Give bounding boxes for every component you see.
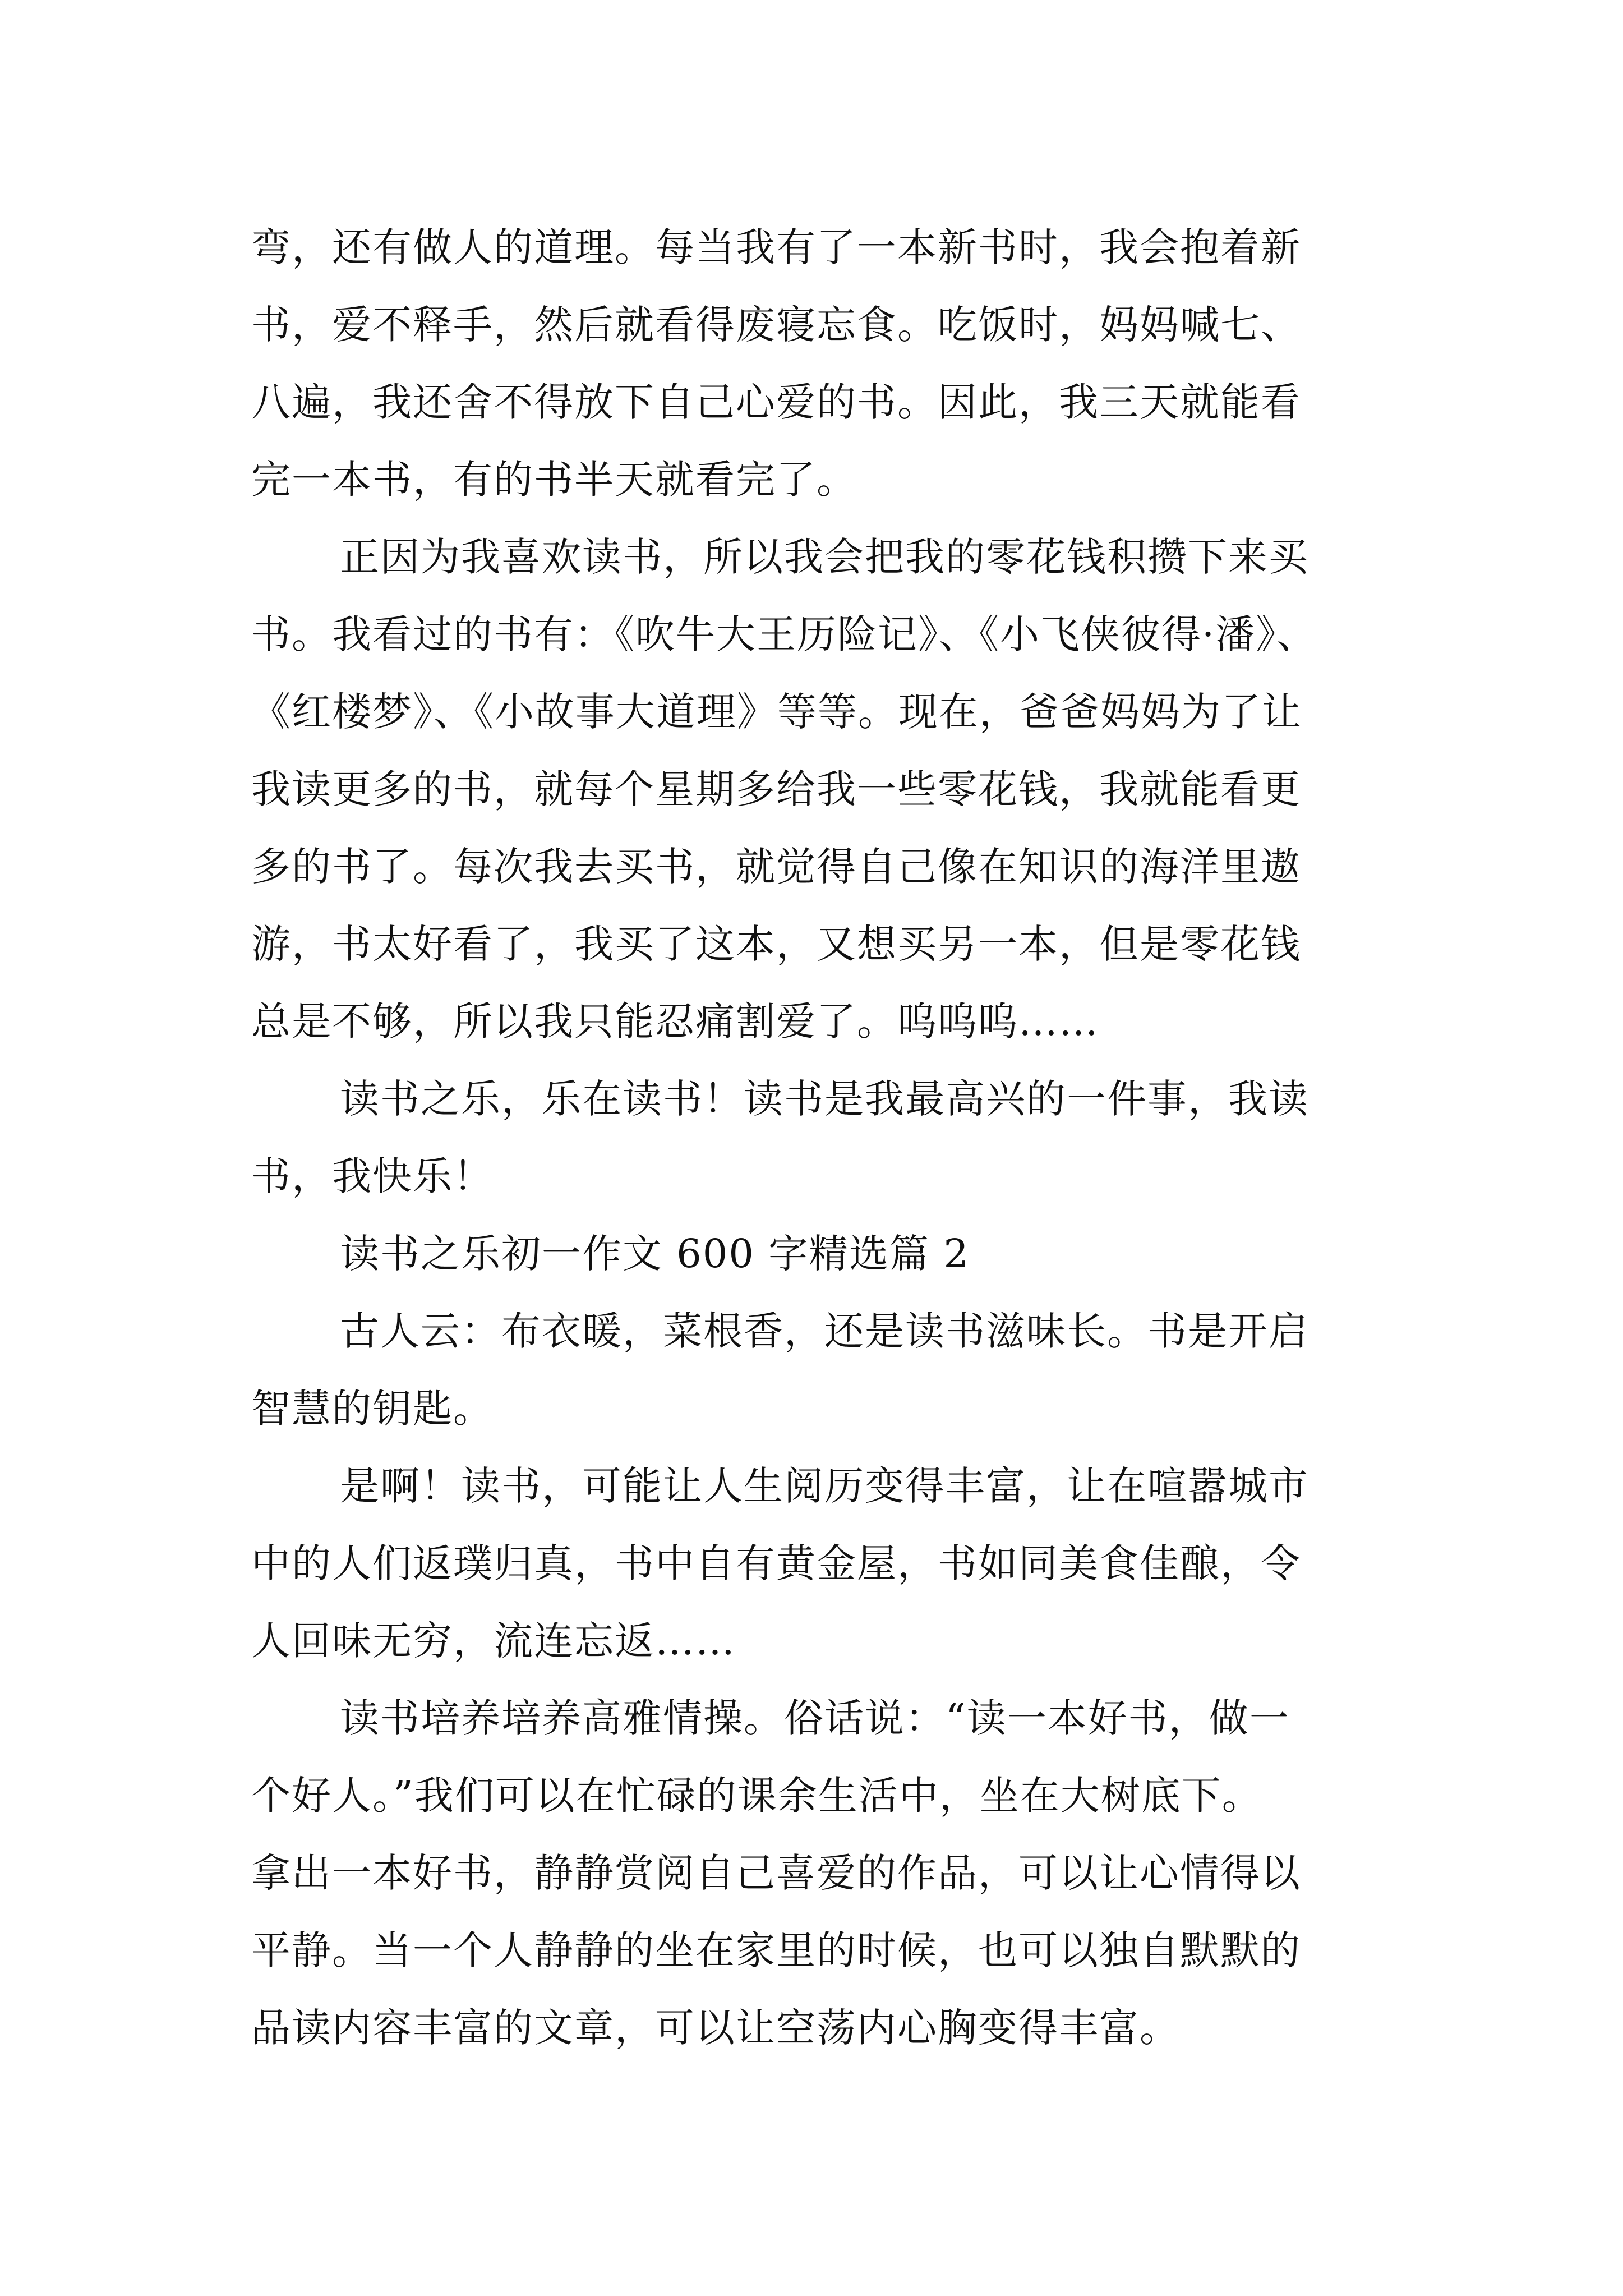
text-line: 品读内容丰富的文章，可以让空荡内心胸变得丰富。 (251, 2005, 1180, 2051)
text-line: 八遍，我还舍不得放下自己心爱的书。因此，我三天就能看 (251, 379, 1301, 425)
text-line: 书，爱不释手，然后就看得废寝忘食。吃饭时，妈妈喊七、 (251, 302, 1301, 348)
text-line: 个好人。”我们可以在忙碌的课余生活中，坐在大树底下。 (251, 1773, 1262, 1819)
text-line: 中的人们返璞归真，书中自有黄金屋，书如同美食佳酿，令 (251, 1540, 1301, 1586)
text-line: 完一本书，有的书半天就看完了。 (251, 457, 857, 503)
paragraph-start-line: 读书培养培养高雅情操。俗话说：“读一本好书，做一 (340, 1695, 1290, 1741)
text-line: 智慧的钥匙。 (251, 1386, 494, 1432)
text-line: 《红楼梦》、《小故事大道理》等等。现在，爸爸妈妈为了让 (251, 689, 1302, 735)
text-line: 总是不够，所以我只能忍痛割爱了。呜呜呜…… (251, 999, 1099, 1045)
text-line: 书。我看过的书有：《吹牛大王历险记》、《小飞侠彼得·潘》、 (251, 611, 1317, 657)
paragraph-start-line: 读书之乐，乐在读书！读书是我最高兴的一件事，我读 (340, 1076, 1309, 1122)
text-line: 游，书太好看了，我买了这本，又想买另一本，但是零花钱 (251, 921, 1301, 967)
text-line: 人回味无穷，流连忘返…… (251, 1618, 736, 1664)
text-line: 多的书了。每次我去买书，就觉得自己像在知识的海洋里遨 (251, 844, 1301, 890)
text-line: 我读更多的书，就每个星期多给我一些零花钱，我就能看更 (251, 766, 1301, 812)
text-line: 平静。当一个人静静的坐在家里的时候，也可以独自默默的 (251, 1927, 1301, 1973)
article-text (251, 209, 1440, 2067)
text-line: 书，我快乐！ (251, 1153, 494, 1199)
section-heading: 读书之乐初一作文 600 字精选篇 2 (340, 1231, 970, 1277)
text-line: 拿出一本好书，静静赏阅自己喜爱的作品，可以让心情得以 (251, 1850, 1301, 1896)
text-line: 弯，还有做人的道理。每当我有了一本新书时，我会抱着新 (251, 224, 1301, 270)
paragraph-start-line: 古人云：布衣暖，菜根香，还是读书滋味长。书是开启 (340, 1308, 1309, 1354)
paragraph-start-line: 是啊！读书，可能让人生阅历变得丰富，让在喧嚣城市 (340, 1463, 1309, 1509)
paragraph-start-line: 正因为我喜欢读书，所以我会把我的零花钱积攒下来买 (340, 534, 1309, 580)
